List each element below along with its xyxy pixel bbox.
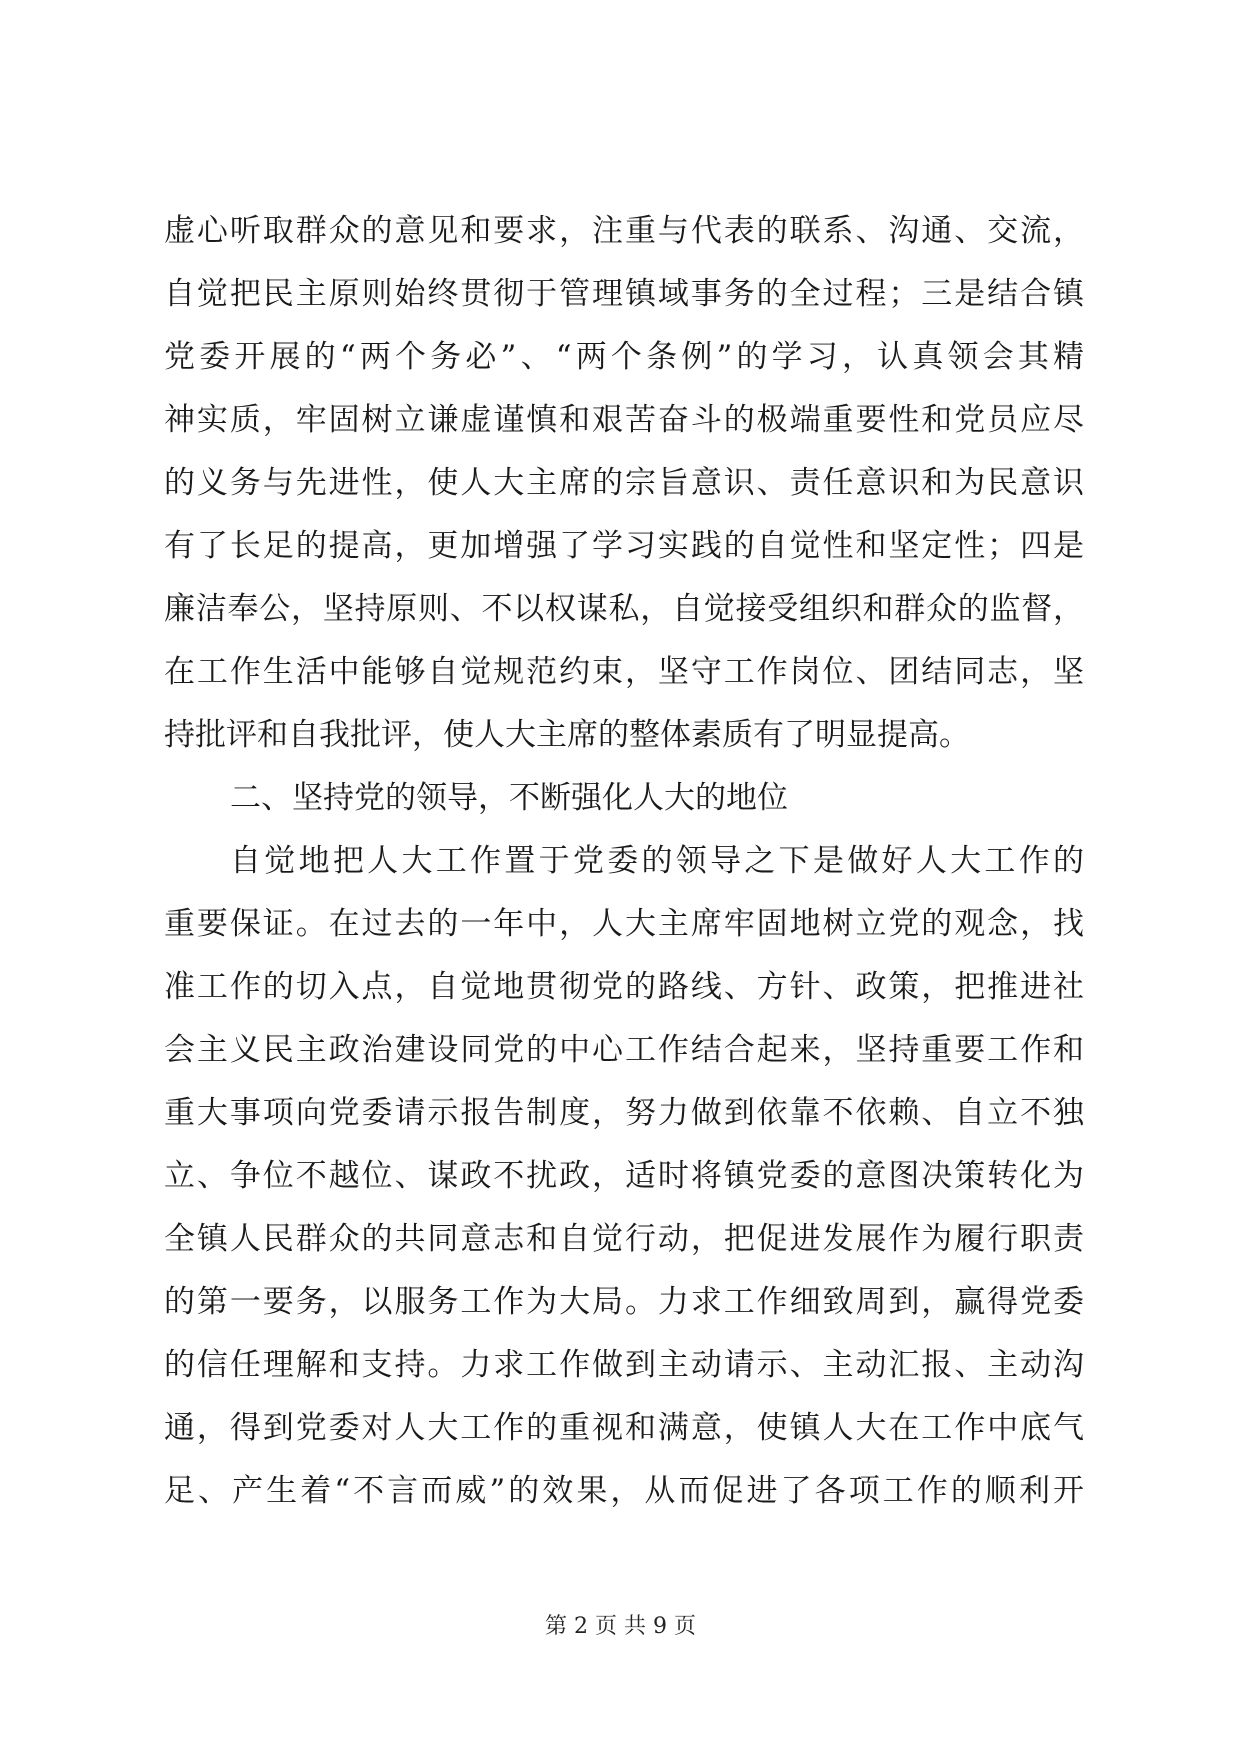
- section-heading-text: 二、坚持党的领导，不断强化人大的地位: [230, 780, 788, 816]
- text-line: 持批评和自我批评，使人大主席的整体素质有了明显提高。: [164, 717, 970, 753]
- text-line: 通，得到党委对人大工作的重视和满意，使镇人大在工作中底气: [164, 1410, 1084, 1446]
- text-line: 在工作生活中能够自觉规范约束，坚守工作岗位、团结同志，坚: [164, 654, 1084, 690]
- text-line: 虚心听取群众的意见和要求，注重与代表的联系、沟通、交流，: [164, 213, 1084, 249]
- text-line: 党委开展的“两个务必”、“两个条例”的学习，认真领会其精: [164, 339, 1084, 375]
- text-line: 全镇人民群众的共同意志和自觉行动，把促进发展作为履行职责: [164, 1221, 1084, 1257]
- text-line: 准工作的切入点，自觉地贯彻党的路线、方针、政策，把推进社: [164, 969, 1084, 1005]
- text-line: 有了长足的提高，更加增强了学习实践的自觉性和坚定性；四是: [164, 528, 1084, 564]
- text-line: 足、产生着“不言而威”的效果，从而促进了各项工作的顺利开: [164, 1473, 1084, 1509]
- text-line: 的第一要务，以服务工作为大局。力求工作细致周到，赢得党委: [164, 1284, 1084, 1320]
- text-line: 重大事项向党委请示报告制度，努力做到依靠不依赖、自立不独: [164, 1095, 1084, 1131]
- text-line: 重要保证。在过去的一年中，人大主席牢固地树立党的观念，找: [164, 906, 1084, 942]
- text-line: 会主义民主政治建设同党的中心工作结合起来，坚持重要工作和: [164, 1032, 1084, 1068]
- text-line: 的义务与先进性，使人大主席的宗旨意识、责任意识和为民意识: [164, 465, 1084, 501]
- text-line: 廉洁奉公，坚持原则、不以权谋私，自觉接受组织和群众的监督，: [164, 591, 1084, 627]
- text-line: 的信任理解和支持。力求工作做到主动请示、主动汇报、主动沟: [164, 1347, 1084, 1383]
- section-heading: [164, 767, 1084, 830]
- paragraph-continuation: [164, 200, 1084, 767]
- page-number-footer: 第 2 页 共 9 页: [545, 1614, 696, 1639]
- text-line: 自觉地把人大工作置于党委的领导之下是做好人大工作的: [230, 843, 1084, 879]
- text-line: 立、争位不越位、谋政不扰政，适时将镇党委的意图决策转化为: [164, 1158, 1084, 1194]
- paragraph: [164, 830, 1084, 1523]
- document-body: [164, 200, 1084, 1523]
- text-line: 自觉把民主原则始终贯彻于管理镇域事务的全过程；三是结合镇: [164, 276, 1084, 312]
- text-line: 神实质，牢固树立谦虚谨慎和艰苦奋斗的极端重要性和党员应尽: [164, 402, 1084, 438]
